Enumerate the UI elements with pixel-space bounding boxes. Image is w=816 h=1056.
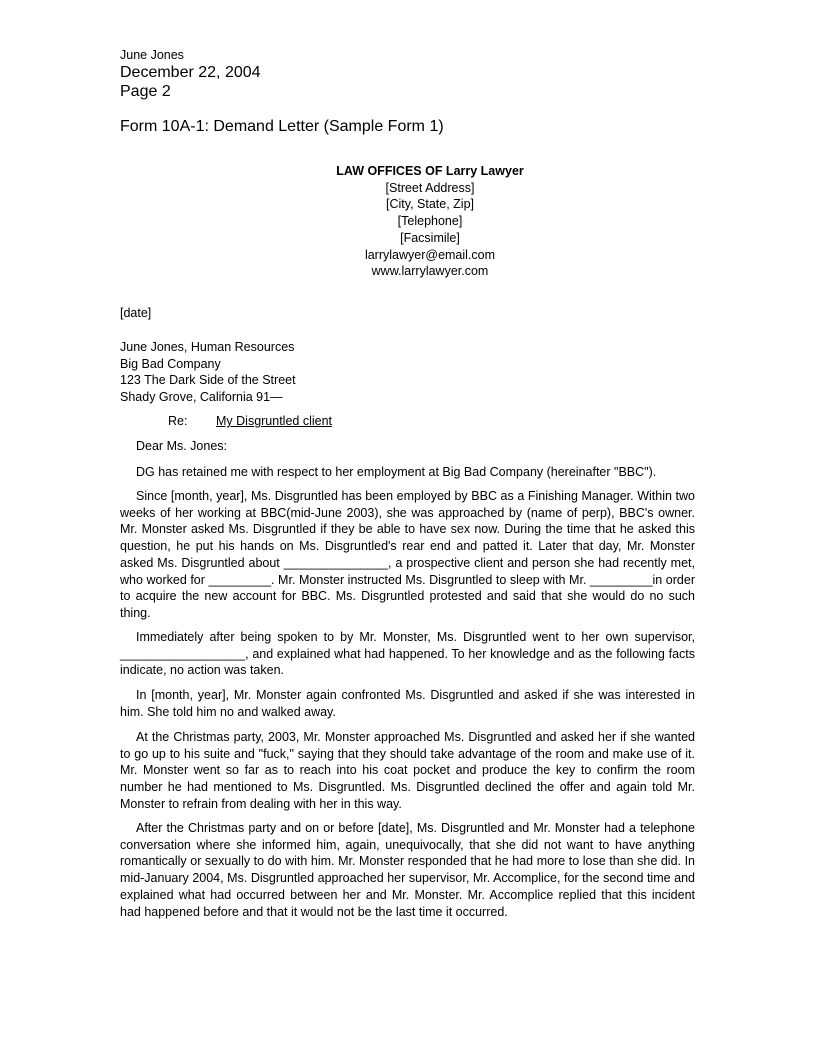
recipient-line: 123 The Dark Side of the Street — [120, 373, 296, 388]
facsimile: [Facsimile] — [400, 230, 460, 245]
re-subject: My Disgruntled client — [216, 414, 333, 428]
street-address: [Street Address] — [385, 180, 475, 195]
form-title: Form 10A-1: Demand Letter (Sample Form 1) — [120, 118, 444, 135]
re-label: Re: — [168, 414, 188, 428]
body-paragraph: DG has retained me with respect to her employment at Big Bad Company (hereinafter "BBC"). — [136, 465, 657, 479]
body-paragraph: Immediately after being spoken to by Mr. Monster, Ms. Disgruntled went to her own supervisor, __________________, and explained what had happened. To her knowledge and as the following facts indicate, no action was taken. — [120, 630, 695, 678]
email: larrylawyer@email.com — [364, 247, 496, 262]
body-paragraph: In [month, year], Mr. Monster again confronted Ms. Disgruntled and asked if she was interested in him. She told him no and walked away. — [120, 688, 695, 719]
letter-date: [date] — [120, 306, 152, 320]
recipient-line: Shady Grove, California 91— — [120, 390, 283, 405]
body-paragraph: Since [month, year], Ms. Disgruntled has been employed by BBC as a Finishing Manager. Within two weeks of her working at BBC(mid-June 2003), she was approached by (name of perp), BBC's owner. Mr. Monster asked Ms. Disgruntled if they be able to have sex now. During the time that he asked this question, he put his hands on Ms. Disgruntled's rear end and patted it. Later that day, Mr. Monster asked Ms. Disgruntled about _______________, a prospective client and person she had recently met, who worked for _________. Mr. Monster instructed Ms. Disgruntled to sleep with Mr. _________in order to acquire the new account for BBC. Ms. Disgruntled protested and said that she would do no such thing. — [120, 489, 695, 620]
header-date: December 22, 2004 — [120, 64, 261, 81]
website: www.larrylawyer.com — [371, 264, 489, 279]
recipient-line: June Jones, Human Resources — [120, 340, 295, 354]
recipient-address — [120, 339, 296, 406]
letterhead — [230, 163, 630, 280]
city-state-zip: [City, State, Zip] — [386, 197, 474, 212]
salutation: Dear Ms. Jones: — [136, 439, 228, 453]
recipient-line: Big Bad Company — [120, 356, 221, 371]
body-paragraph: After the Christmas party and on or before [date], Ms. Disgruntled and Mr. Monster had a telephone conversation where she informed him, again, unequivocally, that she did not want to have anything romantically or sexually to do with him. Mr. Monster responded that he had more to lose than she did. In mid-January 2004, Ms. Disgruntled approached her supervisor, Mr. Accomplice, for the second time and explained what had occurred between her and Mr. Monster. Mr. Accomplice replied that this incident had happened before and that it would not be the last time it occurred. — [120, 821, 695, 919]
header-page-number: Page 2 — [120, 83, 171, 100]
telephone: [Telephone] — [397, 214, 463, 229]
body-paragraph: At the Christmas party, 2003, Mr. Monster approached Ms. Disgruntled and asked her if she wanted to go up to his suite and "fuck," saying that they should take advantage of the room and make use of it. Mr. Monster went so far as to reach into his coat pocket and produce the key to confirm the room number he had mentioned to Ms. Disgruntled. Ms. Disgruntled declined the offer and again told Mr. Monster to refrain from dealing with her in this way. — [120, 730, 695, 811]
firm-name: LAW OFFICES OF Larry Lawyer — [336, 164, 524, 178]
header-name: June Jones — [120, 48, 184, 62]
